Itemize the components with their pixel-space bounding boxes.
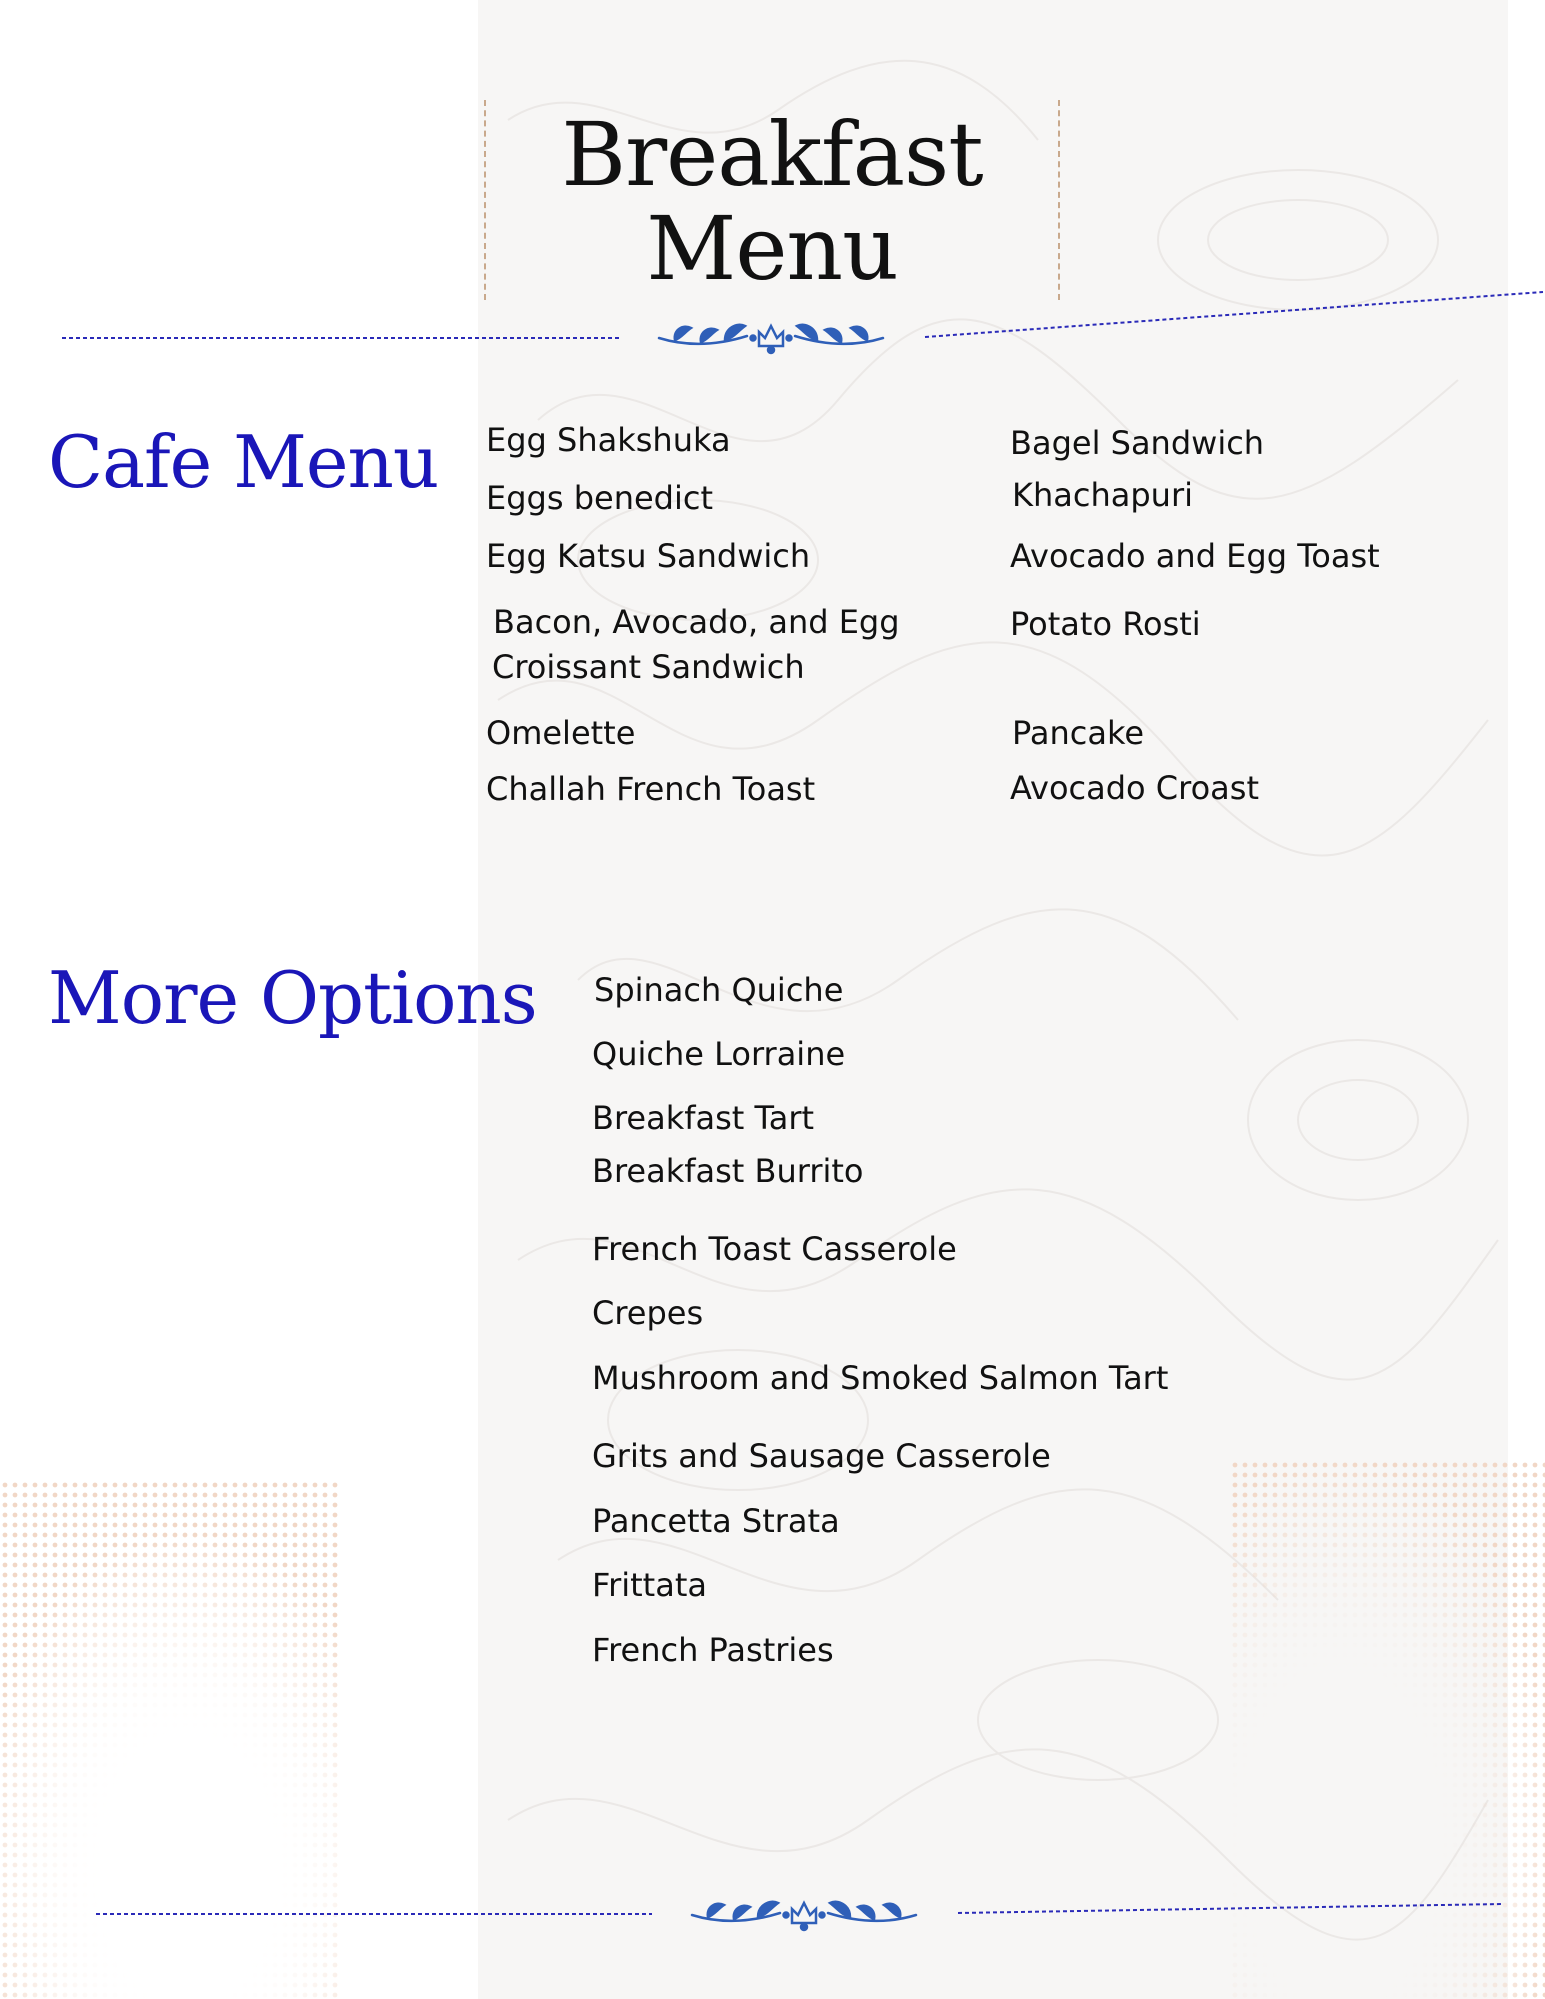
menu-item: French Toast Casserole: [592, 1230, 957, 1268]
title-line-2: Menu: [646, 197, 898, 300]
menu-item: Spinach Quiche: [594, 971, 844, 1009]
menu-item: French Pastries: [592, 1631, 834, 1669]
menu-item: Mushroom and Smoked Salmon Tart: [592, 1359, 1169, 1397]
menu-item: Quiche Lorraine: [592, 1035, 846, 1073]
menu-item: Omelette: [486, 714, 636, 752]
cafe-menu-heading: Cafe Menu: [48, 420, 439, 504]
menu-item: Breakfast Tart: [592, 1099, 815, 1137]
menu-item: Potato Rosti: [1010, 605, 1201, 643]
more-options-heading: More Options: [48, 956, 537, 1040]
menu-item: Pancake: [1012, 714, 1145, 752]
menu-item: Avocado and Egg Toast: [1010, 537, 1380, 575]
menu-item: Egg Shakshuka: [486, 421, 731, 459]
menu-item: Khachapuri: [1012, 476, 1193, 514]
dot-pattern-bottom-left: [0, 1480, 340, 1999]
menu-item: Pancetta Strata: [592, 1502, 840, 1540]
menu-item: Eggs benedict: [486, 479, 713, 517]
laurel-crown-ornament-icon: [688, 1893, 920, 1933]
menu-item: Egg Katsu Sandwich: [486, 537, 811, 575]
menu-item: Frittata: [592, 1566, 707, 1604]
menu-item: Bagel Sandwich: [1010, 424, 1265, 462]
menu-item: Bacon, Avocado, and Egg: [493, 603, 900, 641]
title-line-1: Breakfast: [561, 103, 983, 206]
menu-item: Crepes: [592, 1294, 704, 1332]
menu-item: Grits and Sausage Casserole: [592, 1437, 1051, 1475]
menu-item: Challah French Toast: [486, 770, 816, 808]
laurel-crown-ornament-icon: [655, 316, 887, 356]
menu-item: Avocado Croast: [1010, 769, 1259, 807]
page-title: [484, 103, 1060, 300]
menu-item: Breakfast Burrito: [592, 1152, 864, 1190]
menu-item: Croissant Sandwich: [492, 648, 805, 686]
